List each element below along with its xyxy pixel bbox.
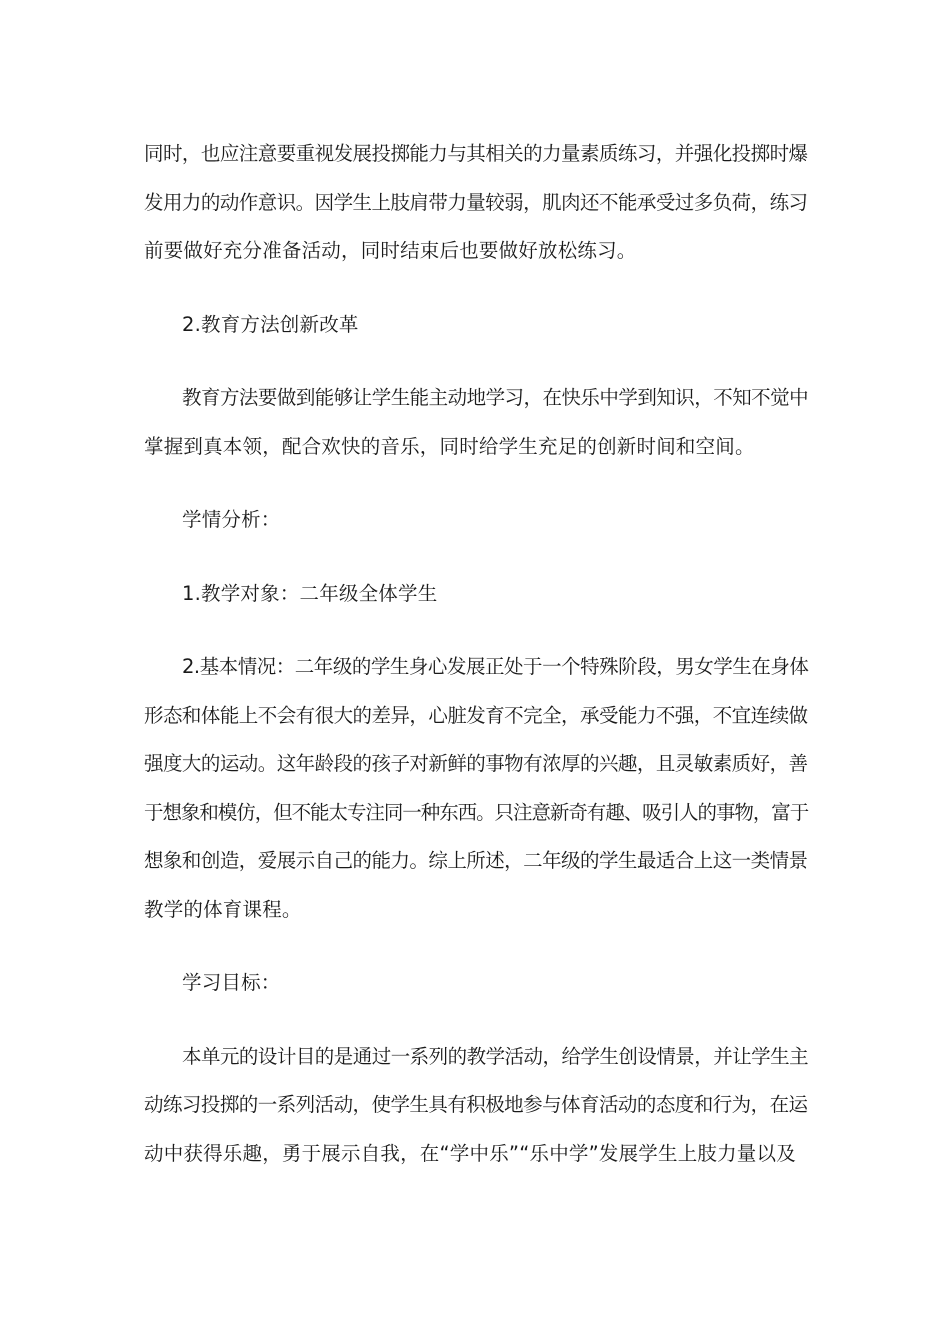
text-line: 于想象和模仿，但不能太专注同一种东西。只注意新奇有趣、吸引人的事物，富于 <box>144 800 809 824</box>
text-line: 本单元的设计目的是通过一系列的教学活动，给学生创设情景，并让学生主 <box>182 1044 809 1068</box>
text-line: 教学的体育课程。 <box>144 897 302 921</box>
text-line: 学情分析： <box>182 508 281 531</box>
document-body <box>144 130 808 1203</box>
text-line: 发用力的动作意识。因学生上肢肩带力量较弱，肌肉还不能承受过多负荷，练习 <box>144 190 808 214</box>
text-line: 1.教学对象：二年级全体学生 <box>182 581 438 605</box>
text-line: 同时，也应注意要重视发展投掷能力与其相关的力量素质练习，并强化投掷时爆 <box>144 142 808 165</box>
paragraph <box>144 374 808 471</box>
paragraph <box>144 570 808 619</box>
paragraph <box>144 301 808 350</box>
paragraph <box>144 643 808 934</box>
paragraph <box>144 496 808 545</box>
text-line: 掌握到真本领，配合欢快的音乐，同时给学生充足的创新时间和空间。 <box>144 434 755 458</box>
paragraph <box>144 959 808 1008</box>
text-line: 前要做好充分准备活动，同时结束后也要做好放松练习。 <box>144 239 637 262</box>
text-line: 动中获得乐趣，勇于展示自我，在“学中乐”“乐中学”发展学生上肢力量以及 <box>144 1141 796 1165</box>
paragraph <box>144 1033 808 1179</box>
text-line: 动练习投掷的一系列活动，使学生具有积极地参与体育活动的态度和行为，在运 <box>144 1093 808 1116</box>
text-line: 2.基本情况：二年级的学生身心发展正处于一个特殊阶段，男女学生在身体 <box>182 655 809 678</box>
text-line: 想象和创造，爱展示自己的能力。综上所述，二年级的学生最适合上这一类情景 <box>144 849 808 872</box>
text-line: 2.教育方法创新改革 <box>182 312 359 336</box>
text-line: 形态和体能上不会有很大的差异，心脏发育不完全，承受能力不强，不宜连续做 <box>144 703 808 727</box>
text-line: 教育方法要做到能够让学生能主动地学习，在快乐中学到知识，不知不觉中 <box>182 386 809 409</box>
text-line: 强度大的运动。这年龄段的孩子对新鲜的事物有浓厚的兴趣，且灵敏素质好，善 <box>144 752 808 775</box>
paragraph <box>144 130 808 276</box>
text-line: 学习目标： <box>182 971 281 994</box>
